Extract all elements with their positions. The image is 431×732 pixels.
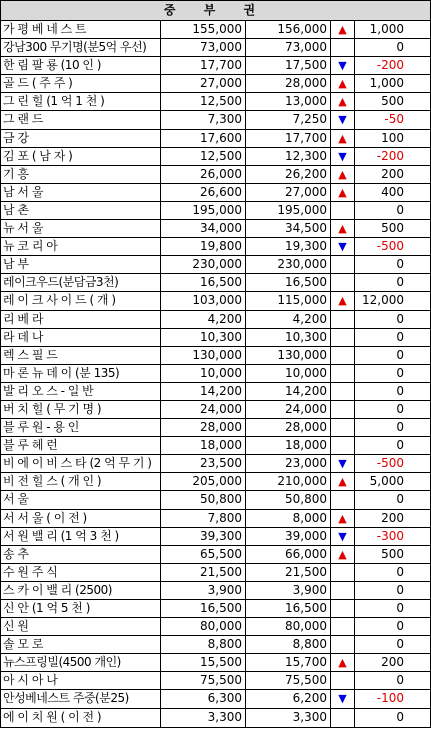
price-change: 0 xyxy=(396,492,404,507)
table-row xyxy=(1,636,430,654)
current-price: 17,700 xyxy=(246,130,331,147)
current-price: 130,000 xyxy=(246,347,331,364)
course-name: 렉 스 필 드 xyxy=(1,347,161,364)
table-row xyxy=(1,111,430,129)
table-row xyxy=(1,311,430,329)
course-name: 에 이 치 원 ( 이 전 ) xyxy=(1,709,161,727)
triangle-down-icon: ▼ xyxy=(331,238,355,255)
price-change: 0 xyxy=(396,347,404,362)
table-row xyxy=(1,401,430,419)
triangle-up-icon: ▲ xyxy=(331,473,355,490)
trend-icon-empty xyxy=(331,600,355,617)
price-change: -500 xyxy=(376,239,404,254)
table-row xyxy=(1,274,430,292)
current-price: 28,000 xyxy=(246,419,331,436)
price-change: -100 xyxy=(376,691,404,706)
course-name: 강남300 무기명(분5억 우선) xyxy=(1,39,161,56)
current-price: 230,000 xyxy=(246,256,331,273)
previous-price: 10,000 xyxy=(161,365,246,382)
course-name: 남 서 울 xyxy=(1,184,161,201)
trend-icon-empty xyxy=(331,274,355,291)
current-price: 80,000 xyxy=(246,618,331,635)
previous-price: 6,300 xyxy=(161,690,246,707)
course-name: 블 루 원 - 용 인 xyxy=(1,419,161,436)
previous-price: 26,600 xyxy=(161,184,246,201)
table-row xyxy=(1,437,430,455)
previous-price: 75,500 xyxy=(161,672,246,689)
table-body xyxy=(1,21,430,727)
previous-price: 21,500 xyxy=(161,564,246,581)
triangle-down-icon: ▼ xyxy=(331,455,355,472)
course-name: 블 루 헤 런 xyxy=(1,437,161,454)
previous-price: 7,300 xyxy=(161,111,246,128)
current-price: 15,700 xyxy=(246,654,331,671)
table-row xyxy=(1,419,430,437)
previous-price: 7,800 xyxy=(161,510,246,527)
current-price: 75,500 xyxy=(246,672,331,689)
table-row xyxy=(1,220,430,238)
previous-price: 26,000 xyxy=(161,166,246,183)
table-row xyxy=(1,546,430,564)
price-change: 0 xyxy=(396,582,404,597)
previous-price: 19,800 xyxy=(161,238,246,255)
trend-icon-empty xyxy=(331,618,355,635)
previous-price: 4,200 xyxy=(161,311,246,328)
current-price: 6,200 xyxy=(246,690,331,707)
triangle-up-icon: ▲ xyxy=(331,292,355,309)
triangle-up-icon: ▲ xyxy=(331,93,355,110)
price-change: -300 xyxy=(376,528,404,543)
course-name: 서 원 밸 리 (1 억 3 천 ) xyxy=(1,528,161,545)
current-price: 34,500 xyxy=(246,220,331,237)
price-change: 400 xyxy=(381,184,404,199)
price-change: 0 xyxy=(396,673,404,688)
course-name: 수 원 주 식 xyxy=(1,564,161,581)
table-row xyxy=(1,491,430,509)
price-change: -200 xyxy=(376,58,404,73)
table-row xyxy=(1,709,430,727)
table-row xyxy=(1,600,430,618)
triangle-down-icon: ▼ xyxy=(331,148,355,165)
previous-price: 16,500 xyxy=(161,274,246,291)
course-name: 마 론 뉴 데 이 (분 135) xyxy=(1,365,161,382)
trend-icon-empty xyxy=(331,256,355,273)
previous-price: 155,000 xyxy=(161,21,246,38)
table-row xyxy=(1,347,430,365)
previous-price: 24,000 xyxy=(161,401,246,418)
triangle-up-icon: ▲ xyxy=(331,130,355,147)
current-price: 23,000 xyxy=(246,455,331,472)
table-row xyxy=(1,39,430,57)
course-name: 기 흥 xyxy=(1,166,161,183)
trend-icon-empty xyxy=(331,329,355,346)
course-name: 안성베네스트 주중(분25) xyxy=(1,690,161,707)
trend-icon-empty xyxy=(331,347,355,364)
trend-icon-empty xyxy=(331,564,355,581)
current-price: 115,000 xyxy=(246,292,331,309)
table-row xyxy=(1,365,430,383)
price-change: 0 xyxy=(396,438,404,453)
current-price: 8,800 xyxy=(246,636,331,653)
price-change: 200 xyxy=(381,510,404,525)
course-name: 비 전 힐 스 ( 개 인 ) xyxy=(1,473,161,490)
table-row xyxy=(1,528,430,546)
price-change: 0 xyxy=(396,619,404,634)
previous-price: 17,700 xyxy=(161,57,246,74)
price-change: 200 xyxy=(381,166,404,181)
table-header xyxy=(1,1,430,21)
course-name: 솔 모 로 xyxy=(1,636,161,653)
course-name: 버 치 힐 ( 무 기 명 ) xyxy=(1,401,161,418)
price-change: 1,000 xyxy=(369,76,404,91)
table-row xyxy=(1,510,430,528)
course-name: 서 울 xyxy=(1,491,161,508)
course-name: 발 리 오 스 - 일 반 xyxy=(1,383,161,400)
previous-price: 27,000 xyxy=(161,75,246,92)
current-price: 50,800 xyxy=(246,491,331,508)
table-row xyxy=(1,57,430,75)
table-row xyxy=(1,473,430,491)
course-name: 금 강 xyxy=(1,130,161,147)
course-name: 송 추 xyxy=(1,546,161,563)
price-change: 0 xyxy=(396,311,404,326)
course-name: 뉴 서 울 xyxy=(1,220,161,237)
price-change: -500 xyxy=(376,456,404,471)
table-row xyxy=(1,292,430,310)
table-row xyxy=(1,148,430,166)
table-row xyxy=(1,564,430,582)
current-price: 17,500 xyxy=(246,57,331,74)
triangle-up-icon: ▲ xyxy=(331,184,355,201)
current-price: 16,500 xyxy=(246,274,331,291)
previous-price: 103,000 xyxy=(161,292,246,309)
price-change: 0 xyxy=(396,257,404,272)
trend-icon-empty xyxy=(331,672,355,689)
previous-price: 230,000 xyxy=(161,256,246,273)
current-price: 12,300 xyxy=(246,148,331,165)
previous-price: 28,000 xyxy=(161,419,246,436)
course-name: 뉴스프링빌(4500 개인) xyxy=(1,654,161,671)
table-title: 중 부 권 xyxy=(163,3,268,17)
previous-price: 195,000 xyxy=(161,202,246,219)
table-row xyxy=(1,130,430,148)
previous-price: 3,300 xyxy=(161,709,246,727)
current-price: 27,000 xyxy=(246,184,331,201)
price-change: 0 xyxy=(396,420,404,435)
previous-price: 8,800 xyxy=(161,636,246,653)
price-change: 0 xyxy=(396,564,404,579)
table-row xyxy=(1,582,430,600)
price-change: 0 xyxy=(396,202,404,217)
table-row xyxy=(1,455,430,473)
table-row xyxy=(1,654,430,672)
previous-price: 34,000 xyxy=(161,220,246,237)
course-name: 비 에 이 비 스 타 (2 억 무 기 ) xyxy=(1,455,161,472)
triangle-down-icon: ▼ xyxy=(331,690,355,707)
table-row xyxy=(1,256,430,274)
table-row xyxy=(1,329,430,347)
table-row xyxy=(1,618,430,636)
current-price: 7,250 xyxy=(246,111,331,128)
table-row xyxy=(1,202,430,220)
current-price: 39,000 xyxy=(246,528,331,545)
previous-price: 12,500 xyxy=(161,148,246,165)
triangle-up-icon: ▲ xyxy=(331,220,355,237)
previous-price: 16,500 xyxy=(161,600,246,617)
trend-icon-empty xyxy=(331,383,355,400)
current-price: 26,200 xyxy=(246,166,331,183)
current-price: 66,000 xyxy=(246,546,331,563)
previous-price: 18,000 xyxy=(161,437,246,454)
current-price: 8,000 xyxy=(246,510,331,527)
current-price: 3,900 xyxy=(246,582,331,599)
price-change: 200 xyxy=(381,655,404,670)
course-name: 가 평 베 네 스 트 xyxy=(1,21,161,38)
current-price: 21,500 xyxy=(246,564,331,581)
price-change: 0 xyxy=(396,383,404,398)
current-price: 210,000 xyxy=(246,473,331,490)
triangle-up-icon: ▲ xyxy=(331,75,355,92)
triangle-up-icon: ▲ xyxy=(331,510,355,527)
triangle-down-icon: ▼ xyxy=(331,528,355,545)
price-change: 12,000 xyxy=(362,293,404,308)
trend-icon-empty xyxy=(331,709,355,727)
previous-price: 65,500 xyxy=(161,546,246,563)
current-price: 10,300 xyxy=(246,329,331,346)
trend-icon-empty xyxy=(331,582,355,599)
current-price: 24,000 xyxy=(246,401,331,418)
price-change: 100 xyxy=(381,130,404,145)
current-price: 16,500 xyxy=(246,600,331,617)
previous-price: 15,500 xyxy=(161,654,246,671)
course-name: 레 이 크 사 이 드 ( 개 ) xyxy=(1,292,161,309)
current-price: 19,300 xyxy=(246,238,331,255)
current-price: 156,000 xyxy=(246,21,331,38)
table-row xyxy=(1,238,430,256)
trend-icon-empty xyxy=(331,437,355,454)
course-name: 신 안 (1 억 5 천 ) xyxy=(1,600,161,617)
price-change: 0 xyxy=(396,365,404,380)
trend-icon-empty xyxy=(331,491,355,508)
current-price: 3,300 xyxy=(246,709,331,727)
current-price: 10,000 xyxy=(246,365,331,382)
course-name: 남 촌 xyxy=(1,202,161,219)
course-name: 김 포 ( 남 자 ) xyxy=(1,148,161,165)
table-row xyxy=(1,672,430,690)
previous-price: 39,300 xyxy=(161,528,246,545)
trend-icon-empty xyxy=(331,365,355,382)
previous-price: 14,200 xyxy=(161,383,246,400)
previous-price: 10,300 xyxy=(161,329,246,346)
table-row xyxy=(1,383,430,401)
table-row xyxy=(1,690,430,708)
price-change: 5,000 xyxy=(369,474,404,489)
price-change: 1,000 xyxy=(369,22,404,36)
price-change: 0 xyxy=(396,40,404,55)
table-row xyxy=(1,75,430,93)
trend-icon-empty xyxy=(331,311,355,328)
current-price: 195,000 xyxy=(246,202,331,219)
trend-icon-empty xyxy=(331,419,355,436)
triangle-down-icon: ▼ xyxy=(331,57,355,74)
previous-price: 130,000 xyxy=(161,347,246,364)
course-name: 남 부 xyxy=(1,256,161,273)
course-name: 아 시 아 나 xyxy=(1,672,161,689)
triangle-up-icon: ▲ xyxy=(331,654,355,671)
trend-icon-empty xyxy=(331,401,355,418)
table-row xyxy=(1,93,430,111)
price-change: 0 xyxy=(396,329,404,344)
course-name: 레이크우드(분담금3천) xyxy=(1,274,161,291)
course-name: 그 린 힐 (1 억 1 천 ) xyxy=(1,93,161,110)
course-name: 골 드 ( 주 주 ) xyxy=(1,75,161,92)
current-price: 28,000 xyxy=(246,75,331,92)
price-change: 0 xyxy=(396,709,404,724)
previous-price: 12,500 xyxy=(161,93,246,110)
current-price: 73,000 xyxy=(246,39,331,56)
price-change: 0 xyxy=(396,637,404,652)
current-price: 13,000 xyxy=(246,93,331,110)
course-name: 스 카 이 밸 리 (2500) xyxy=(1,582,161,599)
trend-icon-empty xyxy=(331,202,355,219)
price-change: 500 xyxy=(381,546,404,561)
price-change: 0 xyxy=(396,275,404,290)
price-change: 500 xyxy=(381,221,404,236)
table-row xyxy=(1,166,430,184)
table-row xyxy=(1,184,430,202)
course-name: 한 림 팔 룡 (10 인 ) xyxy=(1,57,161,74)
course-name: 신 원 xyxy=(1,618,161,635)
current-price: 14,200 xyxy=(246,383,331,400)
current-price: 4,200 xyxy=(246,311,331,328)
previous-price: 23,500 xyxy=(161,455,246,472)
current-price: 18,000 xyxy=(246,437,331,454)
previous-price: 205,000 xyxy=(161,473,246,490)
price-change: 500 xyxy=(381,94,404,109)
course-name: 뉴 코 리 아 xyxy=(1,238,161,255)
previous-price: 3,900 xyxy=(161,582,246,599)
trend-icon-empty xyxy=(331,636,355,653)
previous-price: 17,600 xyxy=(161,130,246,147)
previous-price: 80,000 xyxy=(161,618,246,635)
price-change: 0 xyxy=(396,601,404,615)
triangle-up-icon: ▲ xyxy=(331,546,355,563)
course-name: 리 베 라 xyxy=(1,311,161,328)
triangle-up-icon: ▲ xyxy=(331,166,355,183)
table-row xyxy=(1,21,430,39)
course-name: 서 서 울 ( 이 전 ) xyxy=(1,510,161,527)
triangle-up-icon: ▲ xyxy=(331,21,355,38)
price-change: 0 xyxy=(396,401,404,416)
triangle-down-icon: ▼ xyxy=(331,111,355,128)
previous-price: 50,800 xyxy=(161,491,246,508)
course-name: 그 랜 드 xyxy=(1,111,161,128)
trend-icon-empty xyxy=(331,39,355,56)
price-change: -50 xyxy=(384,112,404,127)
previous-price: 73,000 xyxy=(161,39,246,56)
course-name: 라 데 나 xyxy=(1,329,161,346)
price-change: -200 xyxy=(376,148,404,163)
